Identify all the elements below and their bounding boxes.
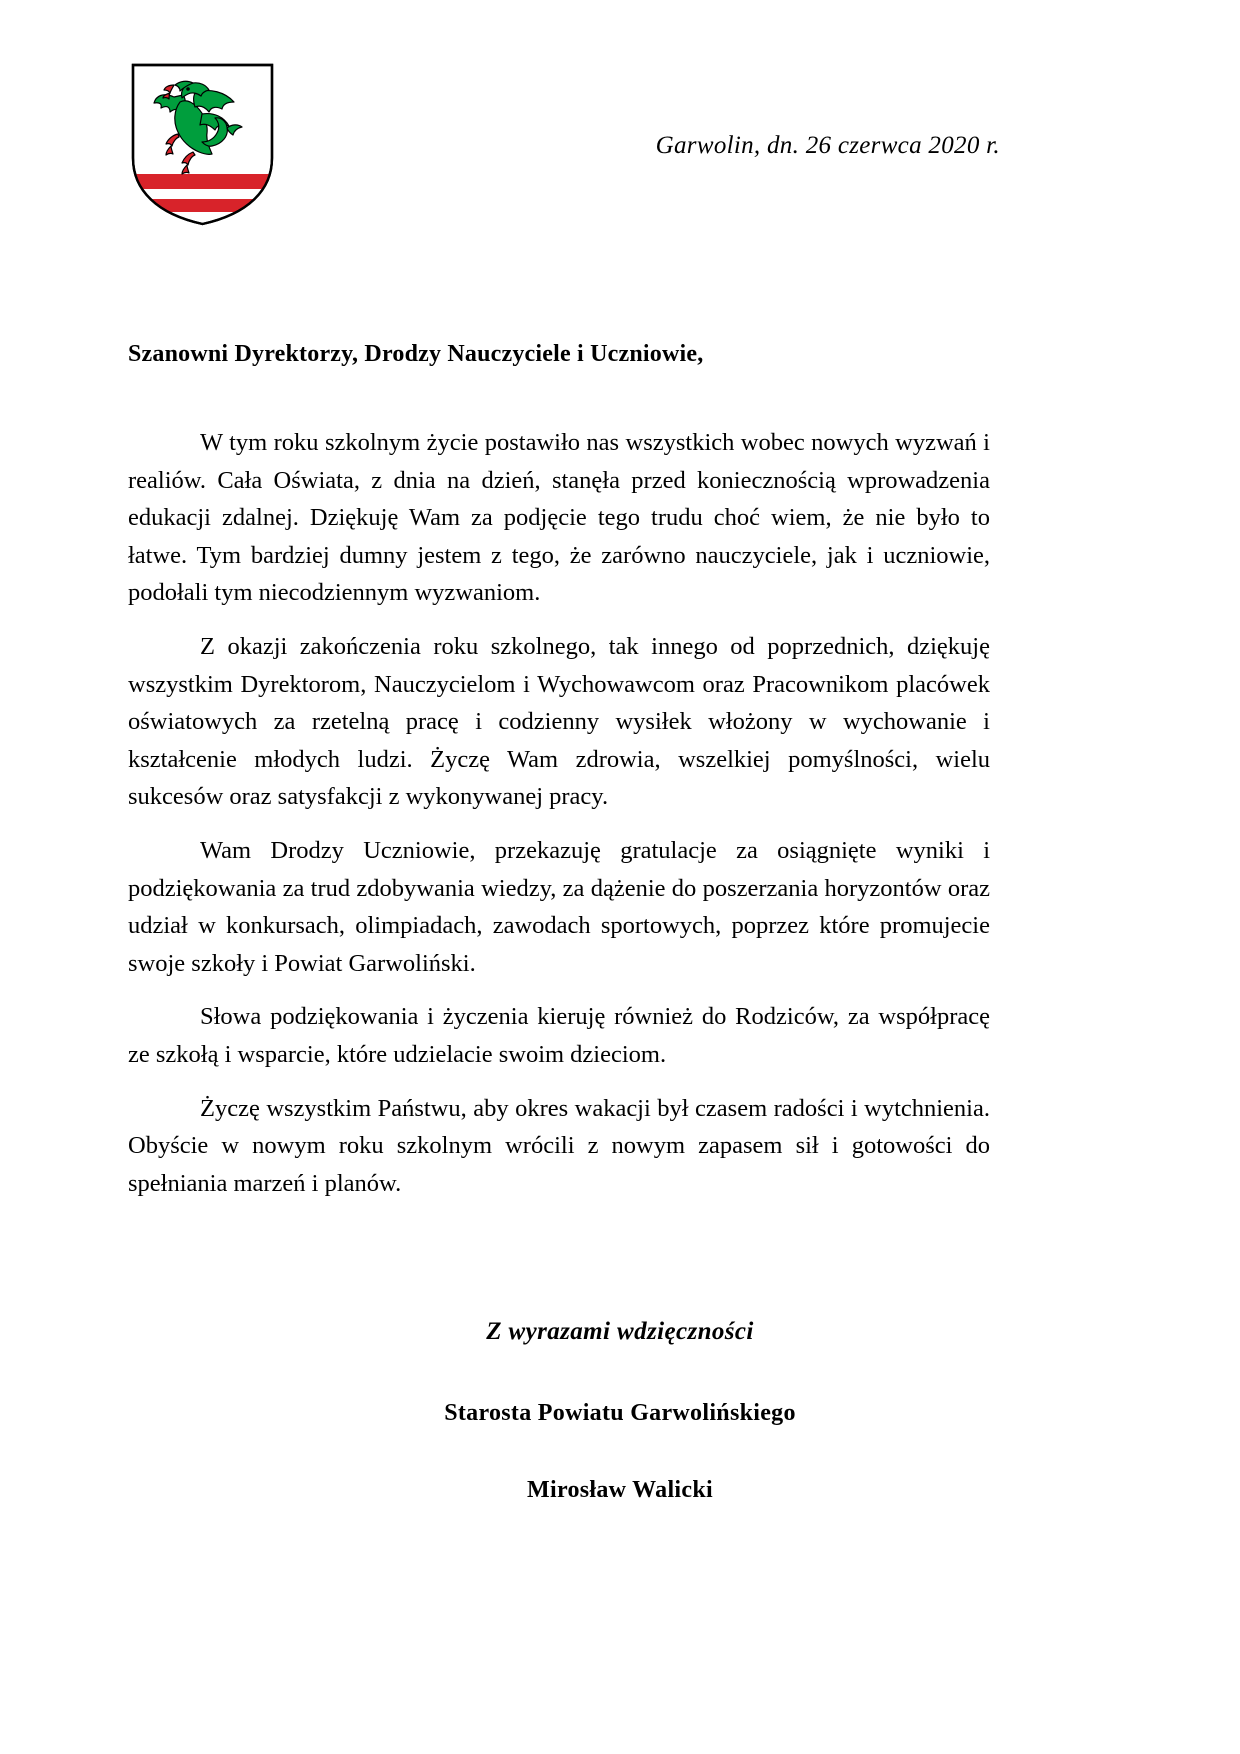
signature-block	[0, 1318, 1240, 1504]
salutation: Szanowni Dyrektorzy, Drodzy Nauczyciele i Uczniowie,	[128, 341, 704, 367]
signature-title: Starosta Powiatu Garwolińskiego	[444, 1400, 796, 1426]
paragraph: Wam Drodzy Uczniowie, przekazuję gratulacje za osiągnięte wyniki i podziękowania za trud zdobywania wiedzy, za dążenie do poszerzania horyzontów oraz udział w konkursach, olimpiadach, zawodach sportowych, poprzez które promujecie swoje szkoły i Powiat Garwoliński.	[128, 836, 990, 977]
paragraph: Z okazji zakończenia roku szkolnego, tak innego od poprzednich, dziękuję wszystkim Dyrektorom, Nauczycielom i Wychowawcom oraz Pracownikom placówek oświatowych za rzetelną pracę i codzienny wysiłek włożony w wychowanie i kształcenie młodych ludzi. Życzę Wam zdrowia, wszelkiej pomyślności, wielu sukcesów oraz satysfakcji z wykonywanej pracy.	[128, 632, 990, 811]
signature-name: Mirosław Walicki	[527, 1477, 713, 1503]
letterhead	[0, 62, 1240, 242]
paragraph: Słowa podziękowania i życzenia kieruję również do Rodziców, za współpracę ze szkołą i wsparcie, które udzielacie swoim dzieciom.	[128, 1003, 990, 1068]
coat-of-arms-icon	[130, 62, 275, 227]
signature-closing: Z wyrazami wdzięczności	[486, 1318, 754, 1345]
letter-body	[128, 424, 990, 1202]
dateline: Garwolin, dn. 26 czerwca 2020 r.	[655, 132, 1000, 159]
paragraph: Życzę wszystkim Państwu, aby okres wakacji był czasem radości i wytchnienia. Obyście w nowym roku szkolnym wrócili z nowym zapasem sił i gotowości do spełniania marzeń i planów.	[128, 1094, 990, 1197]
paragraph: W tym roku szkolnym życie postawiło nas wszystkich wobec nowych wyzwań i realiów. Cała Oświata, z dnia na dzień, stanęła przed koniecznością wprowadzenia edukacji zdalnej. Dziękuję Wam za podjęcie tego trudu choć wiem, że nie było to łatwe. Tym bardziej dumny jestem z tego, że zarówno nauczyciele, jak i uczniowie, podołali tym niecodziennym wyzwaniom.	[128, 429, 990, 607]
